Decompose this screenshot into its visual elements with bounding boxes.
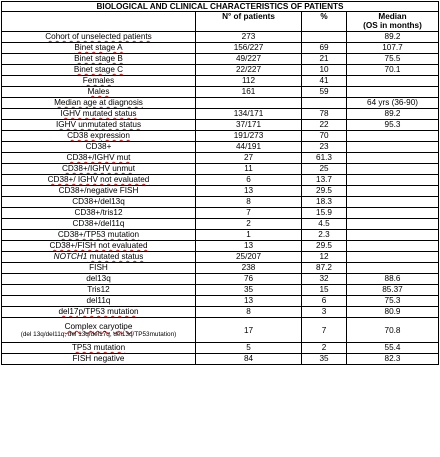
row-median	[347, 208, 439, 219]
row-patients: 25/207	[196, 252, 302, 263]
row-patients: 22/227	[196, 65, 302, 76]
row-median	[347, 186, 439, 197]
characteristics-table	[1, 1, 439, 365]
row-percent: 2	[302, 343, 347, 354]
row-percent	[302, 32, 347, 43]
table-row	[2, 186, 439, 197]
table-row	[2, 296, 439, 307]
row-percent: 6	[302, 296, 347, 307]
row-median: 88.6	[347, 274, 439, 285]
row-percent: 87.2	[302, 263, 347, 274]
header-blank	[2, 12, 196, 32]
table-row	[2, 230, 439, 241]
row-label: Cohort of unselected patients	[2, 32, 196, 43]
row-patients: 13	[196, 186, 302, 197]
row-patients: 13	[196, 296, 302, 307]
row-patients: 273	[196, 32, 302, 43]
row-label: Females	[2, 76, 196, 87]
row-percent: 21	[302, 54, 347, 65]
header-median	[347, 12, 439, 32]
table-container	[1, 1, 438, 365]
row-median	[347, 131, 439, 142]
row-patients: 238	[196, 263, 302, 274]
row-patients: 37/171	[196, 120, 302, 131]
row-percent: 61.3	[302, 153, 347, 164]
table-row	[2, 252, 439, 263]
row-label-sub: (del 13q/del11q, del 13q/del17q, del13q/TP53mutation)	[20, 331, 177, 338]
table-row	[2, 208, 439, 219]
row-median	[347, 87, 439, 98]
row-percent: 70	[302, 131, 347, 142]
row-patients: 191/273	[196, 131, 302, 142]
row-percent: 13.7	[302, 175, 347, 186]
row-patients: 8	[196, 307, 302, 318]
table-row	[2, 263, 439, 274]
row-percent: 12	[302, 252, 347, 263]
row-label: CD38+	[2, 142, 196, 153]
table-row	[2, 65, 439, 76]
row-percent: 7	[302, 318, 347, 343]
row-patients: 112	[196, 76, 302, 87]
row-median	[347, 252, 439, 263]
row-patients: 11	[196, 164, 302, 175]
row-patients: 13	[196, 241, 302, 252]
row-percent: 32	[302, 274, 347, 285]
row-label: TP53 mutation	[2, 343, 196, 354]
header-percent: %	[302, 12, 347, 32]
table-row	[2, 219, 439, 230]
header-row	[2, 12, 439, 32]
table-row	[2, 76, 439, 87]
table-row	[2, 43, 439, 54]
row-patients: 44/191	[196, 142, 302, 153]
row-percent: 15	[302, 285, 347, 296]
table-row	[2, 307, 439, 318]
row-label: del13q	[2, 274, 196, 285]
row-label: CD38+/TP53 mutation	[2, 230, 196, 241]
row-label: Binet stage B	[2, 54, 196, 65]
table-row	[2, 32, 439, 43]
row-patients: 134/171	[196, 109, 302, 120]
row-label: CD38+/tris12	[2, 208, 196, 219]
row-patients: 1	[196, 230, 302, 241]
row-median: 55.4	[347, 343, 439, 354]
row-label: FISH	[2, 263, 196, 274]
row-patients: 7	[196, 208, 302, 219]
table-row	[2, 164, 439, 175]
row-label: CD38+/negative FISH	[2, 186, 196, 197]
row-label: IGHV unmutated status	[2, 120, 196, 131]
table-row	[2, 318, 439, 343]
row-label: NOTCH1 mutated status	[2, 252, 196, 263]
row-patients: 17	[196, 318, 302, 343]
row-median: 75.5	[347, 54, 439, 65]
row-percent: 78	[302, 109, 347, 120]
row-median	[347, 230, 439, 241]
table-body	[2, 32, 439, 365]
row-median	[347, 142, 439, 153]
table-row	[2, 343, 439, 354]
row-median	[347, 76, 439, 87]
row-label: Binet stage C	[2, 65, 196, 76]
row-label: Binet stage A	[2, 43, 196, 54]
row-percent: 25	[302, 164, 347, 175]
header-patients: N° of patients	[196, 12, 302, 32]
row-median: 107.7	[347, 43, 439, 54]
row-percent: 29.5	[302, 241, 347, 252]
row-label: CD38+/IGHV mut	[2, 153, 196, 164]
row-percent: 2.3	[302, 230, 347, 241]
row-median: 85.37	[347, 285, 439, 296]
row-label: Tris12	[2, 285, 196, 296]
row-label: CD38+/del13q	[2, 197, 196, 208]
table-row	[2, 54, 439, 65]
row-patients: 6	[196, 175, 302, 186]
row-patients: 5	[196, 343, 302, 354]
row-percent: 10	[302, 65, 347, 76]
row-percent: 35	[302, 354, 347, 365]
row-patients: 156/227	[196, 43, 302, 54]
row-percent: 59	[302, 87, 347, 98]
table-row	[2, 354, 439, 365]
row-median: 80.9	[347, 307, 439, 318]
row-label: CD38+/FISH not evaluated	[2, 241, 196, 252]
row-median	[347, 263, 439, 274]
row-label: CD38+/IGHV unmut	[2, 164, 196, 175]
row-median: 89.2	[347, 109, 439, 120]
row-median	[347, 241, 439, 252]
row-percent: 41	[302, 76, 347, 87]
row-patients: 84	[196, 354, 302, 365]
row-percent: 15.9	[302, 208, 347, 219]
row-patients: 49/227	[196, 54, 302, 65]
row-percent: 69	[302, 43, 347, 54]
row-label: del17p/TP53 mutation	[2, 307, 196, 318]
row-median	[347, 153, 439, 164]
row-label: IGHV mutated status	[2, 109, 196, 120]
row-label: CD38+/del11q	[2, 219, 196, 230]
row-label: FISH negative	[2, 354, 196, 365]
row-patients: 76	[196, 274, 302, 285]
row-median	[347, 197, 439, 208]
row-patients: 35	[196, 285, 302, 296]
row-median	[347, 219, 439, 230]
row-patients: 27	[196, 153, 302, 164]
row-median: 70.8	[347, 318, 439, 343]
row-percent	[302, 98, 347, 109]
table-row	[2, 98, 439, 109]
row-median: 89.2	[347, 32, 439, 43]
row-percent: 18.3	[302, 197, 347, 208]
table-row	[2, 285, 439, 296]
table-row	[2, 274, 439, 285]
row-label: Males	[2, 87, 196, 98]
row-patients: 161	[196, 87, 302, 98]
row-percent: 29.5	[302, 186, 347, 197]
row-median: 82.3	[347, 354, 439, 365]
header-median-sub: (OS in months)	[363, 21, 422, 30]
table-title: BIOLOGICAL AND CLINICAL CHARACTERISTICS OF PATIENTS	[2, 2, 439, 12]
row-median: 95.3	[347, 120, 439, 131]
row-percent: 4.5	[302, 219, 347, 230]
table-row	[2, 241, 439, 252]
row-patients: 8	[196, 197, 302, 208]
row-label: Median age at diagnosis	[2, 98, 196, 109]
row-median	[347, 175, 439, 186]
table-row	[2, 197, 439, 208]
row-median: 64 yrs (36-90)	[347, 98, 439, 109]
table-row	[2, 109, 439, 120]
table-row	[2, 175, 439, 186]
header-median-label: Median	[378, 12, 407, 21]
row-label: del11q	[2, 296, 196, 307]
row-percent: 23	[302, 142, 347, 153]
row-patients: 2	[196, 219, 302, 230]
row-median	[347, 164, 439, 175]
row-patients	[196, 98, 302, 109]
table-row	[2, 153, 439, 164]
row-label: CD38+/ IGHV not evaluated	[2, 175, 196, 186]
row-label: CD38 expression	[2, 131, 196, 142]
row-percent: 3	[302, 307, 347, 318]
table-row	[2, 131, 439, 142]
row-median: 70.1	[347, 65, 439, 76]
table-row	[2, 87, 439, 98]
table-row	[2, 142, 439, 153]
row-percent: 22	[302, 120, 347, 131]
title-row	[2, 2, 439, 12]
row-label: Complex caryotipe (del 13q/del11q, del 13q/del17q, del13q/TP53mutation)	[2, 318, 196, 343]
row-median: 75.3	[347, 296, 439, 307]
table-row	[2, 120, 439, 131]
